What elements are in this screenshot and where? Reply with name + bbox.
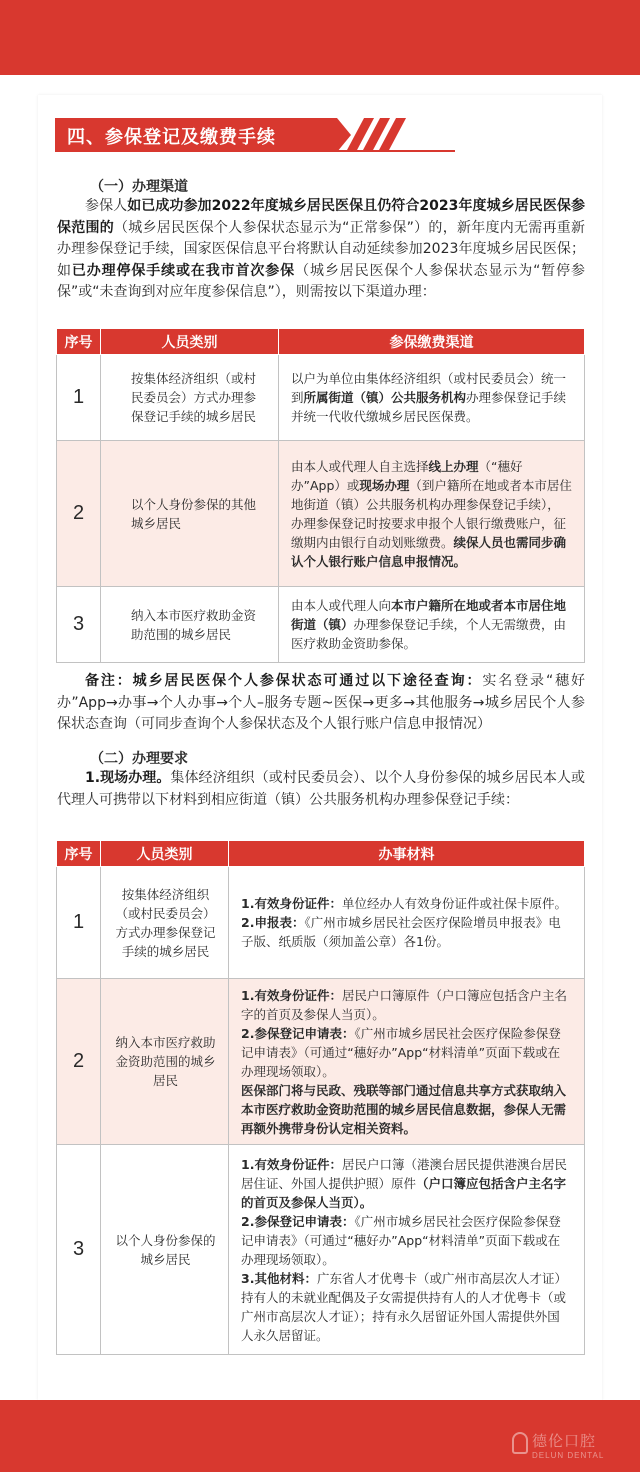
row-number: 2	[57, 441, 101, 587]
table-row	[57, 587, 585, 663]
row-number: 1	[57, 867, 101, 979]
table-header	[57, 329, 585, 355]
row-category: 按集体经济组织（或村民委员会）方式办理参保登记手续的城乡居民	[101, 355, 279, 441]
materials-table	[56, 840, 585, 1355]
section-title	[55, 118, 455, 152]
material-item: 3.其他材料：广东省人才优粤卡（或广州市高层次人才证）持有人的未就业配偶及子女需提供持有人的人才优粤卡（或广州市高层次人才证）；持有永久居留证外国人需提供外国人永久居留证。	[241, 1270, 567, 1343]
top-banner	[0, 0, 640, 75]
requirements-heading: （二）办理要求	[90, 751, 188, 767]
row-category: 以个人身份参保的其他城乡居民	[101, 441, 279, 587]
table-row	[57, 979, 585, 1145]
material-item: 2.参保登记申请表：《广州市城乡居民社会医疗保险参保登记申请表》（可通过“穗好办”App“材料清单”页面下载或在办理现场领取）。	[241, 1213, 561, 1267]
table-header	[57, 841, 585, 867]
row-category: 以个人身份参保的城乡居民	[101, 1145, 229, 1355]
material-item: 2.参保登记申请表：《广州市城乡居民社会医疗保险参保登记申请表》（可通过“穗好办”App“材料清单”页面下载或在办理现场领取）。	[241, 1025, 561, 1079]
material-item: 1.有效身份证件：居民户口簿原件（户口簿应包括含户主名字的首页及参保人当页）。	[241, 987, 567, 1022]
header-cell: 序号	[57, 329, 101, 355]
row-category: 纳入本市医疗救助金资助范围的城乡居民	[101, 979, 229, 1145]
material-item: 1.有效身份证件：单位经办人有效身份证件或社保卡原件。	[241, 896, 567, 911]
requirements-intro: 1.现场办理。集体经济组织（或村民委员会）、以个人身份参保的城乡居民本人或代理人可携带以下材料到相应街道（镇）公共服务机构办理参保登记手续：	[57, 770, 586, 808]
section-title-text: 四、参保登记及缴费手续	[67, 127, 276, 148]
brand-name-en: DELUN DENTAL	[532, 1451, 605, 1460]
tooth-icon	[512, 1432, 528, 1454]
header-cell: 人员类别	[101, 329, 279, 355]
row-number: 2	[57, 979, 101, 1145]
table-row	[57, 441, 585, 587]
brand-name-cn: 德伦口腔	[532, 1432, 597, 1450]
channels-table	[56, 328, 585, 663]
row-materials	[229, 867, 585, 979]
table-row	[57, 867, 585, 979]
row-materials	[229, 1145, 585, 1355]
material-item: 1.有效身份证件：居民户口簿（港澳台居民提供港澳台居民居住证、外国人提供护照）原件（户口簿应包括含户主名字的首页及参保人当页）。	[241, 1156, 567, 1210]
table-row	[57, 1145, 585, 1355]
row-category: 纳入本市医疗救助金资助范围的城乡居民	[101, 587, 279, 663]
row-number: 3	[57, 1145, 101, 1355]
row-number: 1	[57, 355, 101, 441]
material-item: 2.申报表：《广州市城乡居民社会医疗保险增员申报表》电子版、纸质版（须加盖公章）各1份。	[241, 915, 561, 949]
row-category: 按集体经济组织（或村民委员会）方式办理参保登记手续的城乡居民	[101, 867, 229, 979]
header-cell: 办事材料	[229, 841, 585, 867]
header-cell: 序号	[57, 841, 101, 867]
query-note: 备注：城乡居民医保个人参保状态可通过以下途径查询：实名登录“穗好办”App→办事→个人办事→个人–服务专题~医保→更多→其他服务→城乡居民个人参保状态查询（可同步查询个人参保状态及个人银行账户信息申报情况）	[57, 673, 585, 732]
material-item: 医保部门将与民政、残联等部门通过信息共享方式获取纳入本市医疗救助金资助范围的城乡居民信息数据，参保人无需再额外携带身份认定相关资料。	[241, 1082, 567, 1136]
header-cell: 人员类别	[101, 841, 229, 867]
channels-heading: （一）办理渠道	[90, 179, 188, 195]
row-channel: 由本人或代理人自主选择线上办理（“穗好办”App）或现场办理（到户籍所在地或者本市居住地街道（镇）公共服务机构办理参保登记手续），办理参保登记时按要求申报个人银行缴费账户，征缴期内由银行自动划账缴费。续保人员也需同步确认个人银行账户信息申报情况。	[279, 441, 585, 587]
header-cell: 参保缴费渠道	[279, 329, 585, 355]
row-materials	[229, 979, 585, 1145]
channels-intro: 参保人如已成功参加2022年度城乡居民医保且仍符合2023年度城乡居民医保参保范围的（城乡居民医保个人参保状态显示为“正常参保”）的，新年度内无需再重新办理参保登记手续，国家医保信息平台将默认自动延续参加2023年度城乡居民医保；如已办理停保手续或在我市首次参保（城乡居民医保个人参保状态显示为“暂停参保”或“未查询到对应年度参保信息”），则需按以下渠道办理：	[57, 198, 585, 300]
row-channel: 由本人或代理人向本市户籍所在地或者本市居住地街道（镇）办理参保登记手续，个人无需缴费，由医疗救助金资助参保。	[279, 587, 585, 663]
brand-logo	[512, 1430, 632, 1470]
row-channel: 以户为单位由集体经济组织（或村民委员会）统一到所属街道（镇）公共服务机构办理参保登记手续并统一代收代缴城乡居民医保费。	[279, 355, 585, 441]
table-row	[57, 355, 585, 441]
row-number: 3	[57, 587, 101, 663]
